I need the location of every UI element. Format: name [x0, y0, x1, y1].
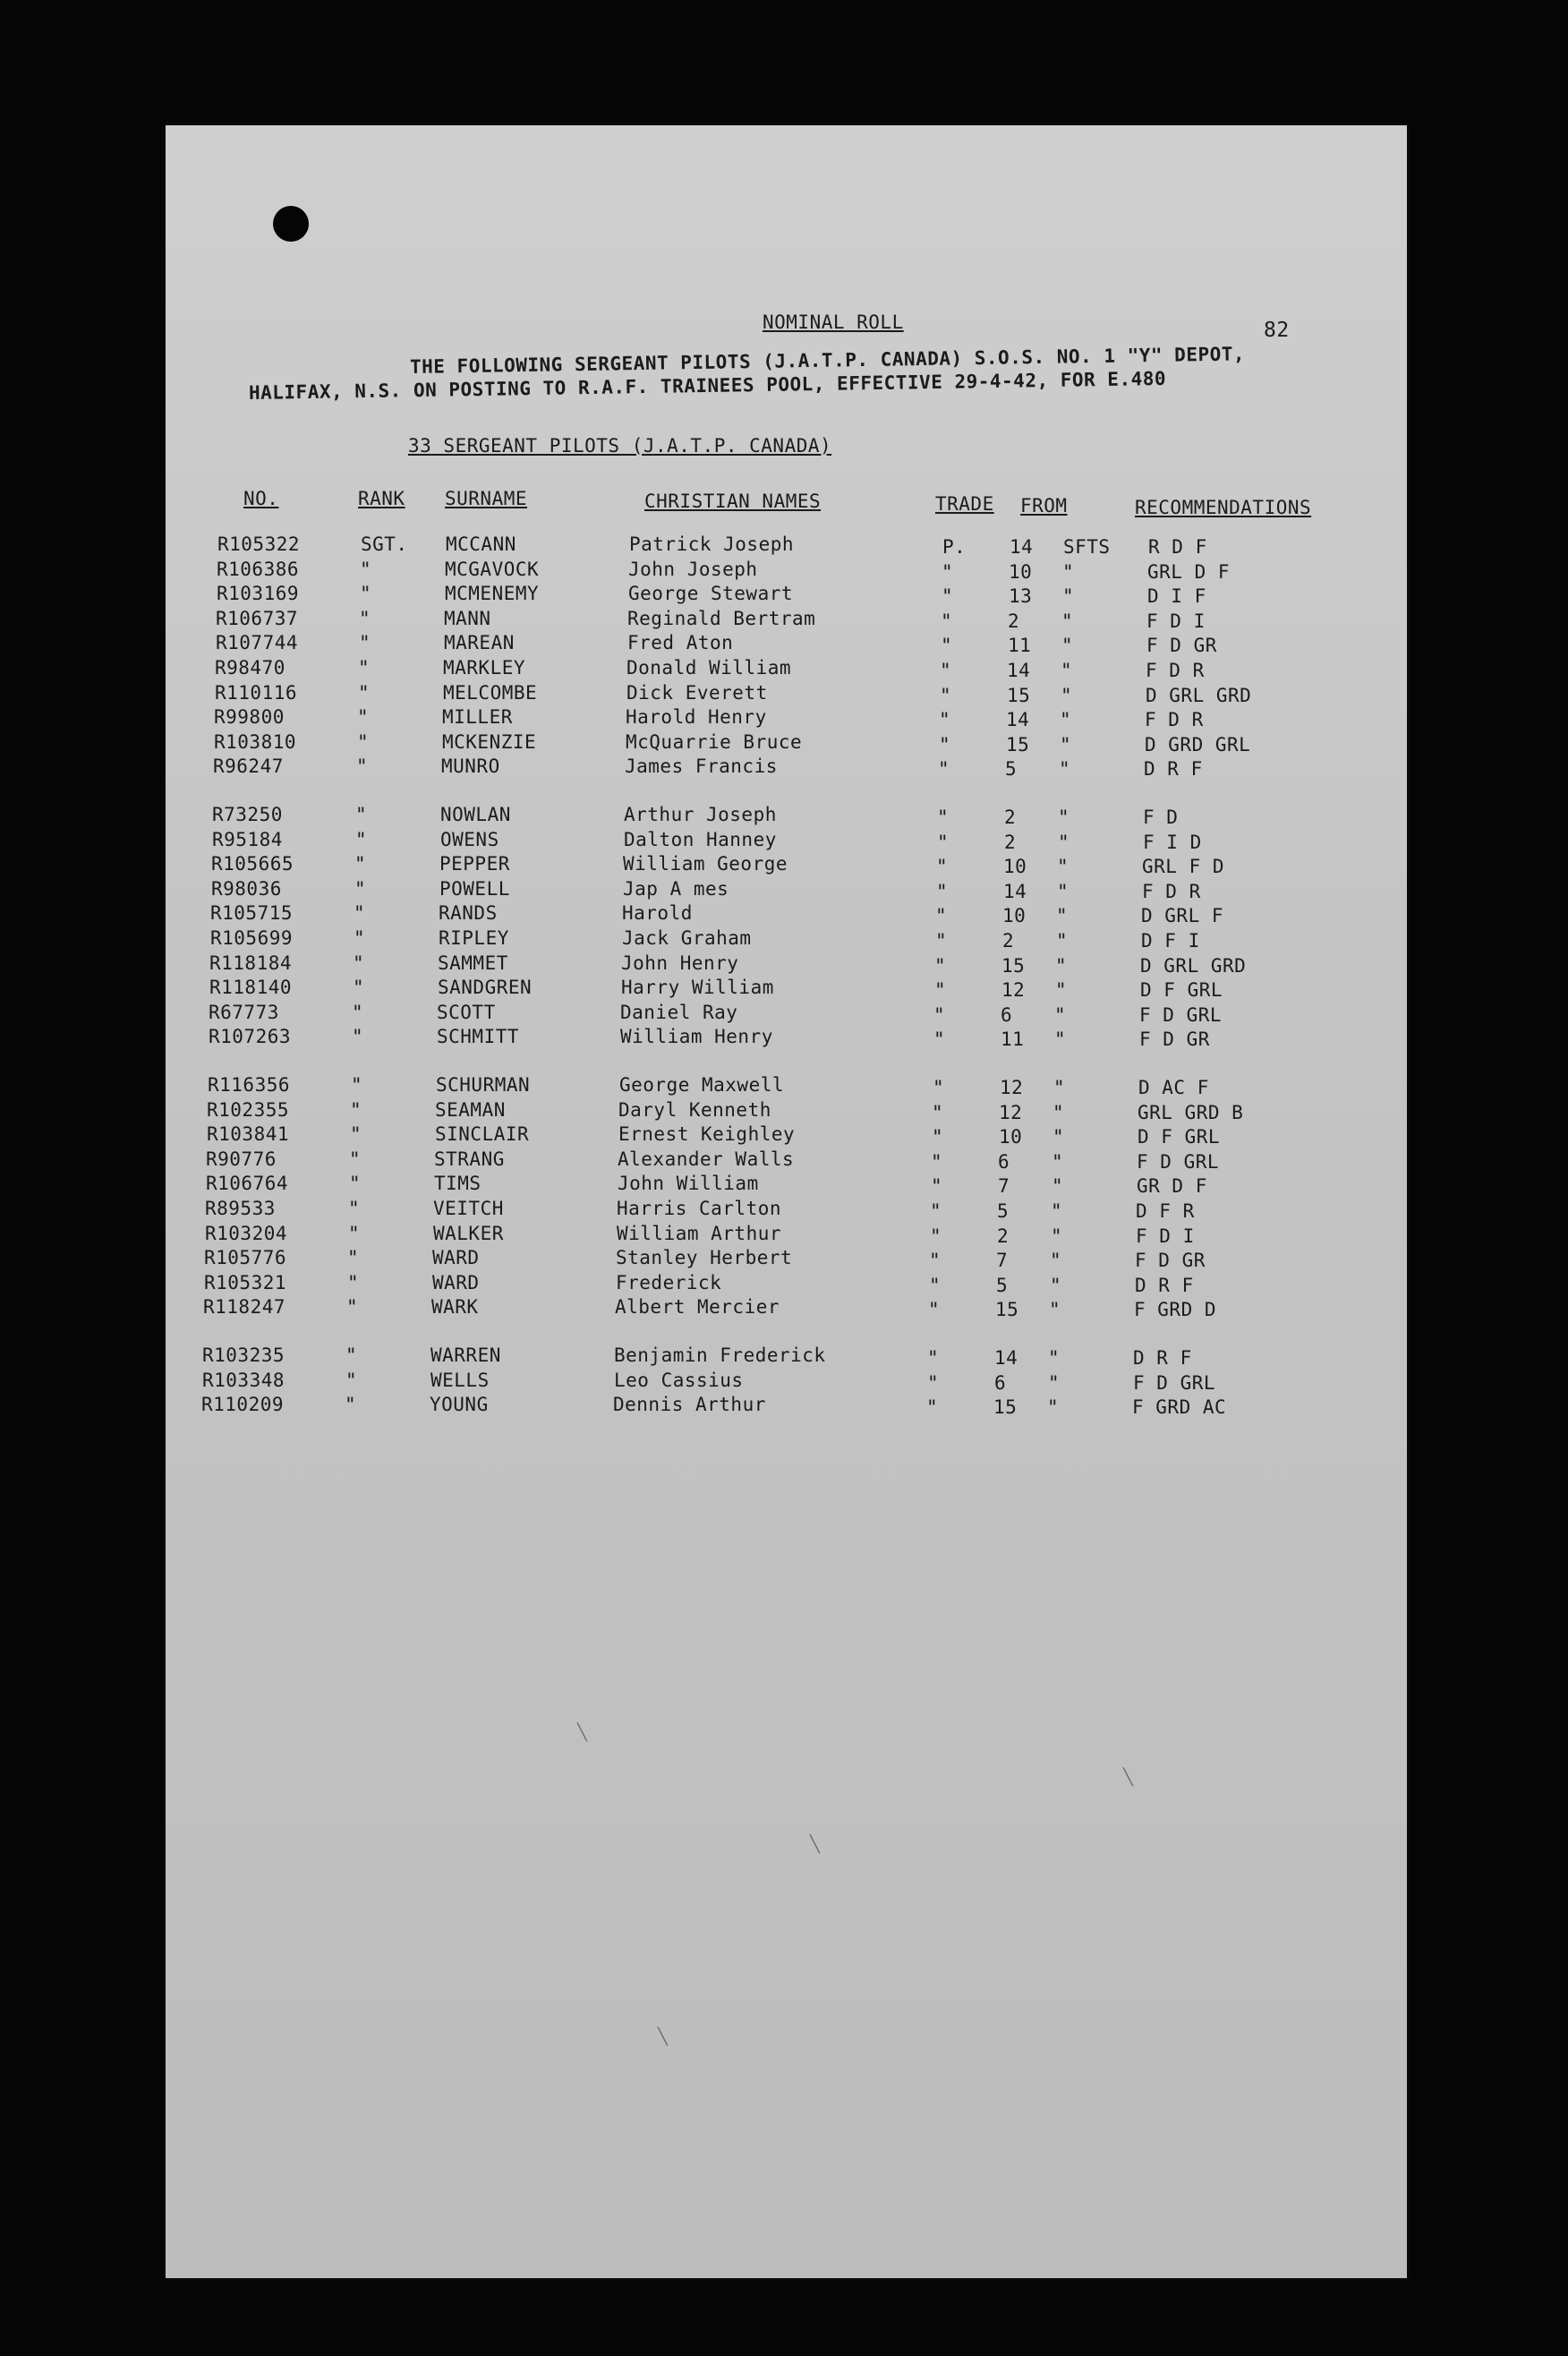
cell-rank: " — [352, 1026, 364, 1048]
cell-from: 13 — [1009, 585, 1033, 608]
cell-no: R118184 — [209, 952, 293, 974]
cell-rank: SGT. — [361, 534, 408, 555]
cell-surname: SINCLAIR — [435, 1123, 530, 1146]
cell-surname: STRANG — [434, 1148, 505, 1170]
cell-surname: NOWLAN — [440, 804, 511, 825]
cell-christian-names: Albert Mercier — [615, 1296, 780, 1319]
cell-trade: " — [937, 807, 950, 828]
cell-rank: " — [354, 853, 367, 875]
cell-recommendations: D R F — [1135, 1274, 1194, 1296]
cell-surname: WELLS — [430, 1369, 490, 1391]
cell-rank: " — [354, 877, 367, 900]
cell-surname: PEPPER — [439, 853, 510, 875]
cell-surname: OWENS — [440, 828, 499, 850]
cell-trade: " — [940, 684, 952, 706]
cell-recommendations: F D GRL — [1139, 1003, 1223, 1026]
cell-trade: " — [941, 610, 953, 632]
cell-rank: " — [359, 632, 371, 654]
cell-christian-names: John Joseph — [628, 558, 758, 580]
cell-trade: " — [931, 1175, 943, 1198]
cell-rank: " — [345, 1344, 358, 1366]
cell-from-school: SFTS — [1063, 536, 1111, 558]
cell-christian-names: Jap A mes — [623, 877, 729, 900]
cell-recommendations: GR D F — [1137, 1175, 1207, 1198]
cell-trade: " — [927, 1347, 940, 1369]
cell-trade: " — [935, 905, 948, 927]
cell-surname: SCHURMAN — [436, 1074, 531, 1096]
cell-recommendations: F D GRL — [1137, 1150, 1220, 1173]
cell-from: 12 — [1000, 1077, 1024, 1098]
cell-trade: " — [941, 635, 953, 657]
cell-recommendations: D F R — [1136, 1200, 1195, 1222]
cell-no: R110116 — [215, 681, 298, 704]
cell-rank: " — [349, 1173, 362, 1195]
cell-recommendations: F GRD AC — [1132, 1396, 1227, 1419]
cell-rank: " — [350, 1123, 362, 1146]
cell-from: 6 — [998, 1150, 1010, 1173]
cell-recommendations: F D GR — [1135, 1250, 1206, 1272]
cell-rank: " — [355, 828, 368, 850]
cell-from-school: " — [1049, 1299, 1061, 1321]
cell-trade: " — [939, 733, 951, 755]
cell-trade: " — [940, 660, 952, 681]
cell-surname: VEITCH — [433, 1198, 504, 1219]
cell-from: 10 — [1003, 856, 1027, 878]
cell-surname: MAREAN — [444, 632, 515, 654]
cell-recommendations: D AC F — [1138, 1077, 1209, 1098]
cell-surname: WALKER — [433, 1222, 504, 1244]
column-header-recommendations: RECOMMENDATIONS — [1135, 497, 1312, 518]
column-header-rank: RANK — [358, 488, 405, 509]
cell-recommendations: GRL F D — [1142, 856, 1225, 878]
cell-christian-names: Reginald Bertram — [627, 607, 816, 629]
cell-christian-names: James Francis — [625, 755, 778, 778]
cell-surname: POWELL — [439, 877, 510, 900]
cell-from-school: " — [1061, 684, 1073, 706]
cell-rank: " — [355, 804, 368, 825]
cell-from-school: " — [1055, 979, 1068, 1002]
cell-christian-names: Harold — [622, 902, 693, 925]
cell-from-school: " — [1052, 1150, 1064, 1173]
cell-surname: SCOTT — [437, 1001, 496, 1023]
cell-surname: YOUNG — [430, 1394, 489, 1416]
cell-trade: " — [929, 1250, 942, 1272]
cell-trade: " — [934, 954, 947, 977]
cell-rank: " — [348, 1222, 361, 1244]
cell-from-school: " — [1048, 1347, 1061, 1369]
cell-no: R99800 — [214, 706, 285, 729]
cell-rank: " — [347, 1271, 360, 1293]
cell-christian-names: McQuarrie Bruce — [626, 730, 803, 753]
cell-no: R73250 — [212, 804, 283, 825]
document-title: NOMINAL ROLL — [763, 312, 904, 333]
cell-from-school: " — [1051, 1225, 1063, 1247]
cell-surname: WARD — [432, 1271, 480, 1293]
cell-from: 10 — [1009, 560, 1033, 583]
cell-christian-names: Arthur Joseph — [624, 804, 777, 825]
paper-mark: ╲ — [577, 1723, 587, 1742]
cell-rank: " — [358, 681, 371, 704]
cell-trade: P. — [942, 536, 967, 558]
cell-recommendations: R D F — [1148, 536, 1207, 558]
cell-christian-names: Frederick — [616, 1271, 722, 1293]
paper-mark: ╲ — [1123, 1768, 1133, 1787]
cell-trade: " — [930, 1225, 942, 1247]
cell-from: 2 — [1002, 930, 1015, 952]
cell-recommendations: D GRL GRD — [1140, 954, 1247, 977]
cell-christian-names: Stanley Herbert — [616, 1247, 793, 1269]
cell-rank: " — [357, 706, 370, 729]
cell-from: 2 — [1004, 831, 1017, 853]
cell-surname: WARK — [431, 1296, 479, 1319]
cell-no: R110209 — [201, 1394, 285, 1416]
cell-christian-names: Benjamin Frederick — [614, 1344, 826, 1366]
cell-christian-names: Harold Henry — [626, 706, 767, 729]
cell-trade: " — [938, 758, 950, 781]
cell-rank: " — [360, 558, 372, 580]
cell-christian-names: William Arthur — [617, 1222, 782, 1244]
cell-no: R103348 — [202, 1369, 285, 1391]
cell-trade: " — [933, 1029, 946, 1051]
cell-trade: " — [930, 1200, 942, 1222]
cell-no: R103235 — [202, 1344, 285, 1366]
cell-from: 15 — [1001, 954, 1026, 977]
cell-trade: " — [942, 560, 954, 583]
cell-from: 2 — [997, 1225, 1010, 1247]
cell-rank: " — [347, 1247, 360, 1269]
cell-recommendations: F D I — [1136, 1225, 1195, 1247]
cell-trade: " — [926, 1396, 939, 1419]
cell-from-school: " — [1050, 1250, 1062, 1272]
page-number: 82 — [1264, 319, 1290, 342]
cell-trade: " — [931, 1150, 943, 1173]
cell-from-school: " — [1059, 758, 1071, 781]
intro-line-2: HALIFAX, N.S. ON POSTING TO R.A.F. TRAINEES POOL, EFFECTIVE 29-4-42, FOR E.480 — [248, 367, 1167, 404]
cell-no: R103169 — [217, 583, 300, 605]
cell-surname: SCHMITT — [437, 1026, 520, 1048]
cell-trade: " — [935, 930, 948, 952]
cell-recommendations: F D R — [1146, 660, 1205, 681]
cell-surname: TIMS — [434, 1173, 481, 1195]
cell-no: R106764 — [206, 1173, 289, 1195]
cell-christian-names: John Henry — [621, 952, 739, 974]
cell-from-school: " — [1058, 831, 1070, 853]
cell-rank: " — [359, 607, 371, 629]
cell-no: R98470 — [215, 657, 285, 679]
cell-surname: MILLER — [442, 706, 513, 729]
cell-no: R116356 — [208, 1074, 291, 1096]
cell-no: R106737 — [216, 607, 299, 629]
cell-recommendations: F D GR — [1139, 1029, 1210, 1051]
cell-surname: MANN — [444, 607, 491, 629]
cell-rank: " — [352, 1001, 364, 1023]
cell-christian-names: Jack Graham — [622, 927, 752, 949]
cell-from: 15 — [1007, 684, 1031, 706]
punch-hole — [273, 206, 309, 242]
cell-from-school: " — [1056, 930, 1069, 952]
cell-surname: MCGAVOCK — [445, 558, 540, 580]
cell-trade: " — [932, 1126, 944, 1148]
cell-surname: SAMMET — [438, 952, 508, 974]
cell-surname: MCCANN — [446, 534, 516, 555]
cell-from: 15 — [995, 1299, 1019, 1321]
cell-rank: " — [357, 730, 370, 753]
cell-recommendations: D F GRL — [1140, 979, 1223, 1002]
cell-recommendations: F D — [1143, 807, 1179, 828]
cell-from: 10 — [1002, 905, 1027, 927]
cell-trade: " — [937, 831, 950, 853]
cell-no: R105699 — [210, 927, 294, 949]
cell-surname: MELCOMBE — [443, 681, 538, 704]
cell-christian-names: George Maxwell — [619, 1074, 785, 1096]
cell-recommendations: D GRL F — [1141, 905, 1224, 927]
cell-rank: " — [354, 902, 366, 925]
cell-recommendations: GRL D F — [1147, 560, 1231, 583]
cell-no: R107744 — [216, 632, 299, 654]
cell-from: 2 — [1004, 807, 1017, 828]
cell-no: R89533 — [205, 1198, 276, 1219]
cell-from-school: " — [1057, 880, 1069, 902]
cell-recommendations: F D I — [1146, 610, 1206, 632]
cell-christian-names: Donald William — [626, 657, 792, 679]
column-header-trade: TRADE — [935, 493, 994, 515]
cell-no: R90776 — [206, 1148, 277, 1170]
cell-recommendations: D R F — [1133, 1347, 1192, 1369]
cell-no: R103810 — [214, 730, 297, 753]
cell-christian-names: Harry William — [621, 977, 774, 999]
cell-surname: RANDS — [439, 902, 498, 925]
cell-from-school: " — [1062, 585, 1075, 608]
cell-christian-names: Harris Carlton — [617, 1198, 782, 1219]
paper-mark: ╲ — [658, 2027, 668, 2046]
cell-christian-names: William Henry — [620, 1026, 773, 1048]
cell-no: R107263 — [209, 1026, 292, 1048]
cell-from: 14 — [1010, 536, 1034, 558]
cell-no: R105321 — [204, 1271, 287, 1293]
cell-no: R105665 — [211, 853, 294, 875]
cell-from-school: " — [1058, 807, 1070, 828]
cell-surname: RIPLEY — [439, 927, 509, 949]
cell-from: 12 — [999, 1101, 1023, 1123]
cell-from-school: " — [1061, 610, 1074, 632]
cell-christian-names: Ernest Keighley — [618, 1123, 796, 1146]
cell-surname: SEAMAN — [435, 1098, 506, 1121]
cell-from: 2 — [1008, 610, 1020, 632]
cell-rank: " — [346, 1296, 359, 1319]
cell-recommendations: D F GRL — [1138, 1126, 1221, 1148]
cell-from-school: " — [1053, 1077, 1066, 1098]
paper-mark: ╲ — [810, 1835, 820, 1854]
cell-rank: " — [351, 1074, 363, 1096]
cell-christian-names: Daniel Ray — [620, 1001, 738, 1023]
cell-no: R105322 — [217, 534, 301, 555]
cell-christian-names: Fred Aton — [627, 632, 734, 654]
cell-trade: " — [929, 1274, 942, 1296]
cell-from: 14 — [994, 1347, 1018, 1369]
cell-no: R118247 — [203, 1296, 286, 1319]
cell-recommendations: F D GR — [1146, 635, 1217, 657]
cell-recommendations: F GRD D — [1134, 1299, 1217, 1321]
cell-from: 10 — [999, 1126, 1023, 1148]
cell-from-school: " — [1054, 1029, 1067, 1051]
cell-from-school: " — [1047, 1396, 1060, 1419]
cell-from-school: " — [1060, 733, 1072, 755]
cell-from-school: " — [1056, 905, 1069, 927]
cell-from-school: " — [1052, 1175, 1064, 1198]
cell-rank: " — [358, 657, 371, 679]
cell-surname: MUNRO — [441, 755, 500, 778]
column-header-christian-names: CHRISTIAN NAMES — [644, 491, 822, 512]
cell-from: 12 — [1001, 979, 1026, 1002]
cell-surname: MCKENZIE — [442, 730, 537, 753]
cell-from: 7 — [996, 1250, 1009, 1272]
column-header-surname: SURNAME — [445, 488, 528, 509]
cell-recommendations: D GRL GRD — [1146, 684, 1252, 706]
cell-from-school: " — [1054, 1003, 1067, 1026]
cell-christian-names: Dennis Arthur — [613, 1394, 766, 1416]
cell-surname: WARREN — [430, 1344, 501, 1366]
cell-from-school: " — [1051, 1200, 1063, 1222]
column-header-from: FROM — [1020, 495, 1068, 516]
cell-trade: " — [936, 856, 949, 878]
cell-from-school: " — [1060, 709, 1072, 731]
cell-rank: " — [360, 583, 372, 605]
cell-from: 14 — [1006, 709, 1030, 731]
cell-trade: " — [927, 1371, 940, 1394]
cell-rank: " — [354, 927, 366, 949]
cell-no: R95184 — [212, 828, 283, 850]
cell-from: 14 — [1007, 660, 1031, 681]
cell-recommendations: F D R — [1142, 880, 1201, 902]
cell-from: 6 — [1001, 1003, 1013, 1026]
cell-no: R103841 — [207, 1123, 290, 1146]
cell-from: 14 — [1003, 880, 1027, 902]
cell-trade: " — [939, 709, 951, 731]
cell-from: 15 — [1006, 733, 1030, 755]
cell-rank: " — [345, 1369, 358, 1391]
cell-christian-names: Dalton Hanney — [624, 828, 777, 850]
cell-no: R102355 — [207, 1098, 290, 1121]
cell-from-school: " — [1061, 660, 1073, 681]
cell-recommendations: F I D — [1143, 831, 1202, 853]
cell-from-school: " — [1048, 1371, 1061, 1394]
cell-christian-names: Patrick Joseph — [629, 534, 795, 555]
cell-from-school: " — [1055, 954, 1068, 977]
cell-trade: " — [942, 585, 954, 608]
cell-no: R98036 — [211, 877, 282, 900]
cell-no: R103204 — [205, 1222, 288, 1244]
cell-from: 15 — [993, 1396, 1018, 1419]
cell-surname: MCMENEMY — [445, 583, 540, 605]
cell-no: R118140 — [209, 977, 293, 999]
cell-surname: SANDGREN — [438, 977, 533, 999]
cell-no: R105715 — [210, 902, 294, 925]
cell-from: 7 — [998, 1175, 1010, 1198]
cell-christian-names: John William — [618, 1173, 759, 1195]
cell-from: 5 — [1005, 758, 1018, 781]
cell-rank: " — [356, 755, 369, 778]
cell-christian-names: William George — [623, 853, 788, 875]
cell-recommendations: D I F — [1147, 585, 1206, 608]
cell-trade: " — [928, 1299, 941, 1321]
cell-from: 11 — [1008, 635, 1032, 657]
cell-from-school: " — [1052, 1126, 1065, 1148]
cell-recommendations: F D R — [1145, 709, 1204, 731]
cell-trade: " — [932, 1101, 944, 1123]
subtitle: 33 SERGEANT PILOTS (J.A.T.P. CANADA) — [408, 435, 832, 457]
cell-christian-names: Daryl Kenneth — [618, 1098, 771, 1121]
cell-from: 5 — [996, 1274, 1009, 1296]
cell-from-school: " — [1052, 1101, 1065, 1123]
cell-trade: " — [934, 979, 947, 1002]
cell-from: 5 — [997, 1200, 1010, 1222]
cell-christian-names: George Stewart — [628, 583, 794, 605]
cell-from-school: " — [1050, 1274, 1062, 1296]
cell-recommendations: GRL GRD B — [1138, 1101, 1244, 1123]
cell-christian-names: Dick Everett — [626, 681, 768, 704]
cell-christian-names: Leo Cassius — [614, 1369, 744, 1391]
cell-from: 11 — [1001, 1029, 1025, 1051]
cell-no: R105776 — [204, 1247, 287, 1269]
cell-from: 6 — [994, 1371, 1007, 1394]
intro-line-1: THE FOLLOWING SERGEANT PILOTS (J.A.T.P. CANADA) S.O.S. NO. 1 "Y" DEPOT, — [409, 343, 1246, 378]
cell-surname: WARD — [432, 1247, 480, 1269]
cell-rank: " — [353, 952, 365, 974]
cell-christian-names: Alexander Walls — [618, 1148, 795, 1170]
cell-surname: MARKLEY — [443, 657, 526, 679]
cell-no: R96247 — [213, 755, 284, 778]
cell-rank: " — [349, 1148, 362, 1170]
cell-from-school: " — [1057, 856, 1069, 878]
cell-recommendations: D F I — [1141, 930, 1200, 952]
cell-recommendations: F D GRL — [1133, 1371, 1216, 1394]
cell-from-school: " — [1061, 635, 1074, 657]
cell-rank: " — [348, 1198, 361, 1219]
cell-recommendations: D R F — [1144, 758, 1203, 781]
cell-rank: " — [353, 977, 365, 999]
cell-trade: " — [933, 1077, 945, 1098]
cell-rank: " — [345, 1394, 357, 1416]
cell-rank: " — [350, 1098, 362, 1121]
cell-recommendations: D GRD GRL — [1145, 733, 1251, 755]
cell-no: R106386 — [217, 558, 300, 580]
cell-trade: " — [936, 880, 949, 902]
cell-no: R67773 — [209, 1001, 279, 1023]
column-header-no: NO. — [243, 488, 279, 509]
cell-trade: " — [933, 1003, 946, 1026]
cell-from-school: " — [1062, 560, 1075, 583]
